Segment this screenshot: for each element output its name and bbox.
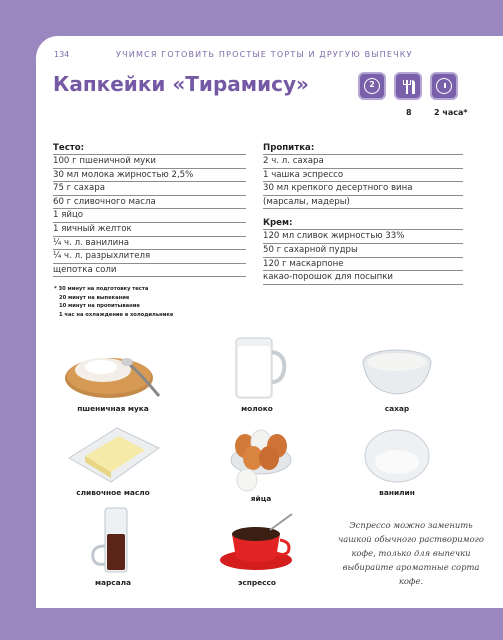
photo-caption: пшеничная мука [77,404,149,413]
dough-ingredients [53,142,246,277]
photo-caption: ванилин [379,488,415,497]
ingredient-row: 75 г сахара [53,182,246,196]
time-note: * 30 минут на подготовку теста [54,286,149,292]
photo-caption: сахар [384,404,410,413]
ingredient-row: ¼ ч. л. ванилина [53,237,246,251]
difficulty-level: 2 [369,80,375,89]
ingredient-row: 1 яйцо [53,209,246,223]
dough-heading: Тесто: [53,142,246,155]
recipe-info-icons [354,72,494,122]
soak-cream-ingredients [263,142,463,285]
time-value: 2 часа* [434,108,468,117]
ingredient-row: 1 яичный желток [53,223,246,237]
ingredient-row: 2 ч. л. сахара [263,155,463,169]
time-note: 20 минут на выпекание [59,294,130,301]
ingredient-row: какао-порошок для посыпки [263,271,463,285]
photo-vanillin [342,426,452,497]
fork-knife-icon [394,72,422,100]
tip-note: Эспрессо можно заменить чашкой обычного растворимого кофе, только для выпечки выбирайте ароматные сорта кофе. [338,520,484,586]
photo-caption: яйца [250,494,272,503]
ingredient-row: 30 мл крепкого десертного вина [263,182,463,196]
ingredient-row: 1 чашка эспрессо [263,169,463,183]
recipe-title: Капкейки «Тирамису» [53,72,309,96]
recipe-page [36,36,503,608]
time-notes [54,285,173,319]
photo-butter [58,422,168,497]
photo-marsala [58,504,168,587]
ingredient-row: 120 мл сливок жирностью 33% [263,230,463,244]
ingredient-row: щепотка соли [53,264,246,278]
time-note: 1 час на охлаждение в холодильнике [59,311,174,318]
clock-icon [430,72,458,100]
page-number: 134 [54,50,70,59]
photo-caption: молоко [241,404,273,413]
photo-flour [58,342,168,413]
photo-caption: эспрессо [237,578,276,587]
photo-caption: марсала [94,578,132,587]
servings-value: 8 [406,108,412,117]
ingredient-row: ¼ ч. л. разрыхлителя [53,250,246,264]
photo-sugar [342,340,452,413]
photo-eggs [206,416,316,503]
soak-heading: Пропитка: [263,142,463,155]
difficulty-icon [358,72,386,100]
ingredient-row: 60 г сливочного масла [53,196,246,210]
photo-milk [202,332,312,413]
ingredient-row: 50 г сахарной пудры [263,244,463,258]
ingredient-row: (марсалы, мадеры) [263,196,463,210]
cream-heading: Крем: [263,217,463,230]
ingredient-row: 100 г пшеничной муки [53,155,246,169]
ingredient-row: 120 г маскарпоне [263,258,463,272]
photo-espresso [202,510,312,587]
photo-caption: сливочное масло [76,488,150,497]
ingredient-row: 30 мл молока жирностью 2,5% [53,169,246,183]
time-note: 10 минут на пропитывание [59,303,140,309]
running-title: УЧИМСЯ ГОТОВИТЬ ПРОСТЫЕ ТОРТЫ И ДРУГУЮ ВЫПЕЧКУ [116,50,413,59]
page-header [54,50,495,64]
